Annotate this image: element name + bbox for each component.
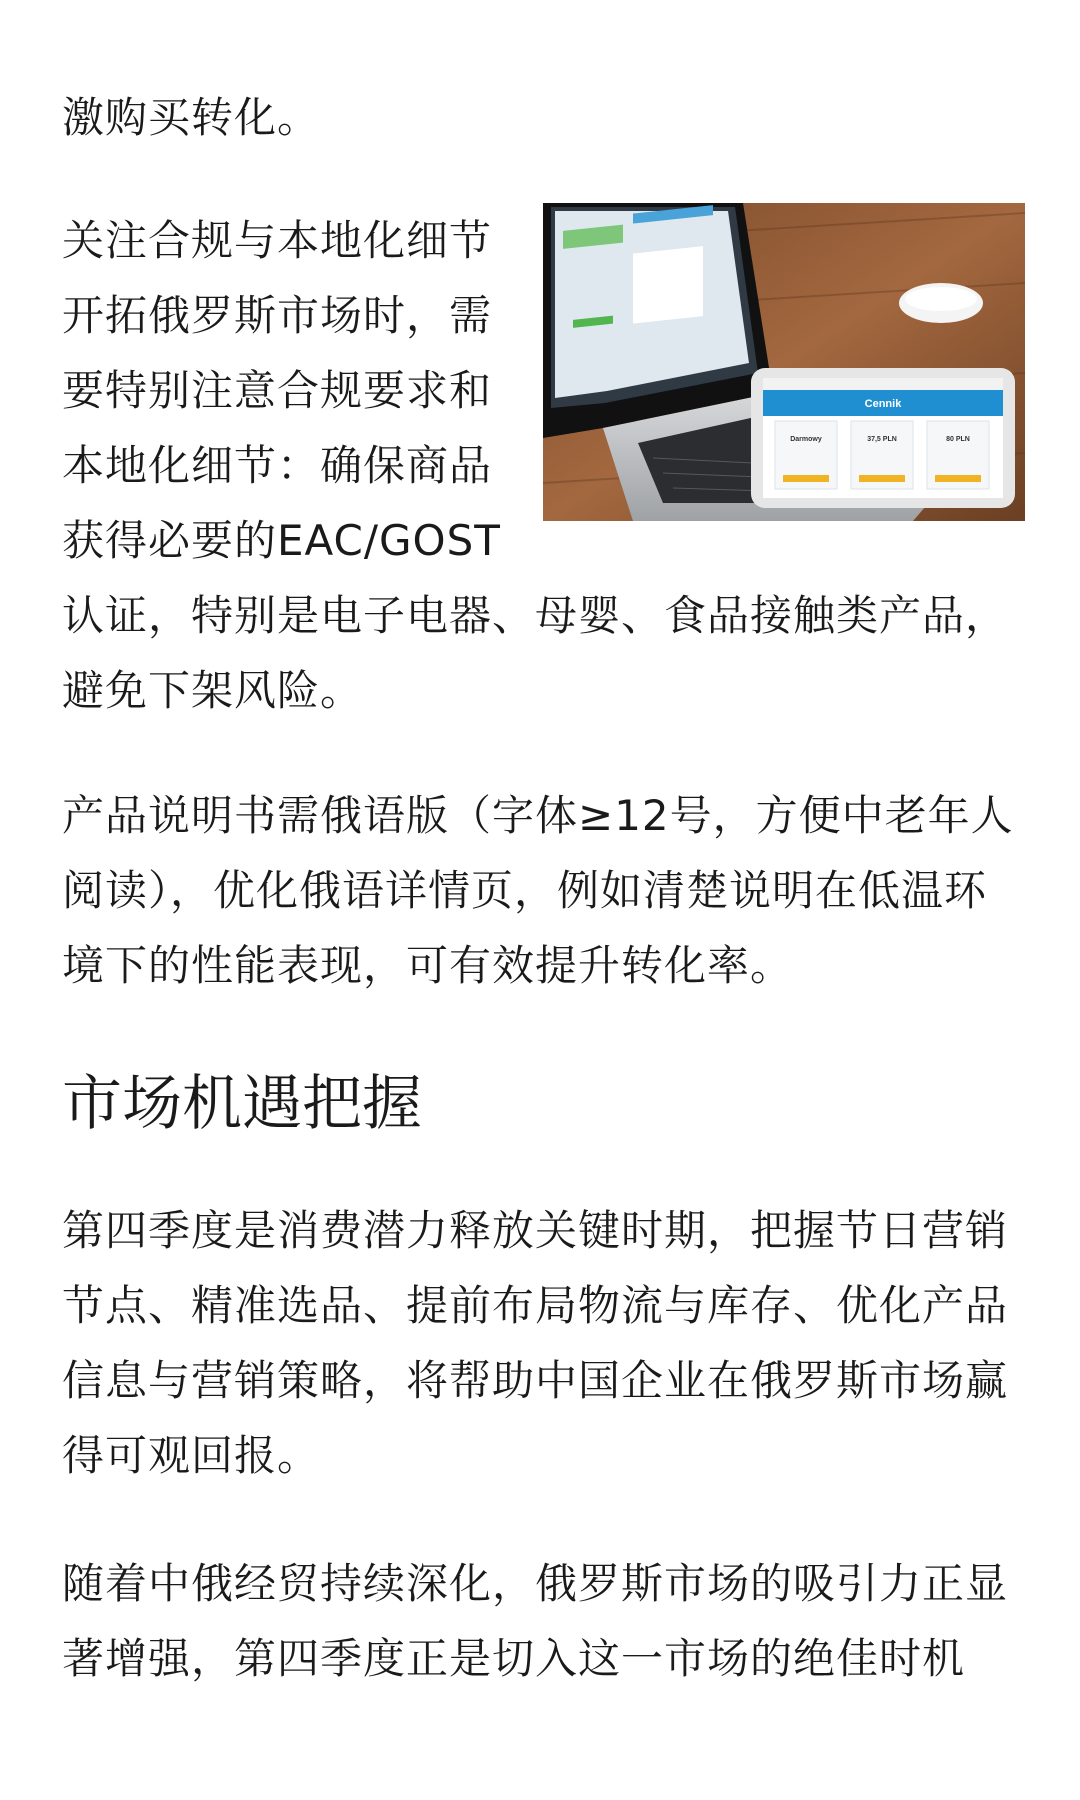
compliance-line: 本地化细节：确保商品 xyxy=(62,441,493,490)
q4-line: 第四季度是消费潜力释放关键时期，把握节日营销 xyxy=(62,1206,1009,1255)
q4-paragraph xyxy=(62,1193,1022,1493)
compliance-line: 要特别注意合规要求和 xyxy=(62,366,493,415)
manual-paragraph xyxy=(62,778,1022,1003)
closing-line: 随着中俄经贸持续深化，俄罗斯市场的吸引力正显 xyxy=(62,1559,1009,1608)
compliance-paragraph-wrapped xyxy=(62,203,512,578)
manual-line: 阅读），优化俄语详情页，例如清楚说明在低温环 xyxy=(62,866,988,915)
price-label: 80 PLN xyxy=(946,436,970,443)
q4-line: 得可观回报。 xyxy=(62,1431,321,1480)
closing-paragraph xyxy=(62,1546,1022,1696)
compliance-line: 开拓俄罗斯市场时，需 xyxy=(62,291,493,340)
intro-tail-text: 激购买转化。 xyxy=(62,93,321,142)
q4-line: 信息与营销策略，将帮助中国企业在俄罗斯市场赢 xyxy=(62,1356,1009,1405)
compliance-paragraph-full xyxy=(62,578,1022,728)
price-label: Darmowy xyxy=(790,436,822,443)
laptop-tablet-photo xyxy=(543,203,1025,521)
compliance-line: 认证，特别是电子电器、母婴、食品接触类产品， xyxy=(62,591,1009,640)
q4-line: 节点、精准选品、提前布局物流与库存、优化产品 xyxy=(62,1281,1009,1330)
compliance-line: 获得必要的EAC/GOST xyxy=(62,516,501,565)
closing-line: 著增强，第四季度正是切入这一市场的绝佳时机 xyxy=(62,1634,966,1683)
compliance-line: 关注合规与本地化细节 xyxy=(62,216,493,265)
compliance-line: 避免下架风险。 xyxy=(62,666,364,715)
price-label: 37,5 PLN xyxy=(867,436,897,443)
section-heading: 市场机遇把握 xyxy=(62,1069,422,1139)
manual-line: 境下的性能表现，可有效提升转化率。 xyxy=(62,941,794,990)
manual-line: 产品说明书需俄语版（字体≥12号，方便中老年人 xyxy=(62,791,1014,840)
tablet-title: Cennik xyxy=(864,398,902,410)
